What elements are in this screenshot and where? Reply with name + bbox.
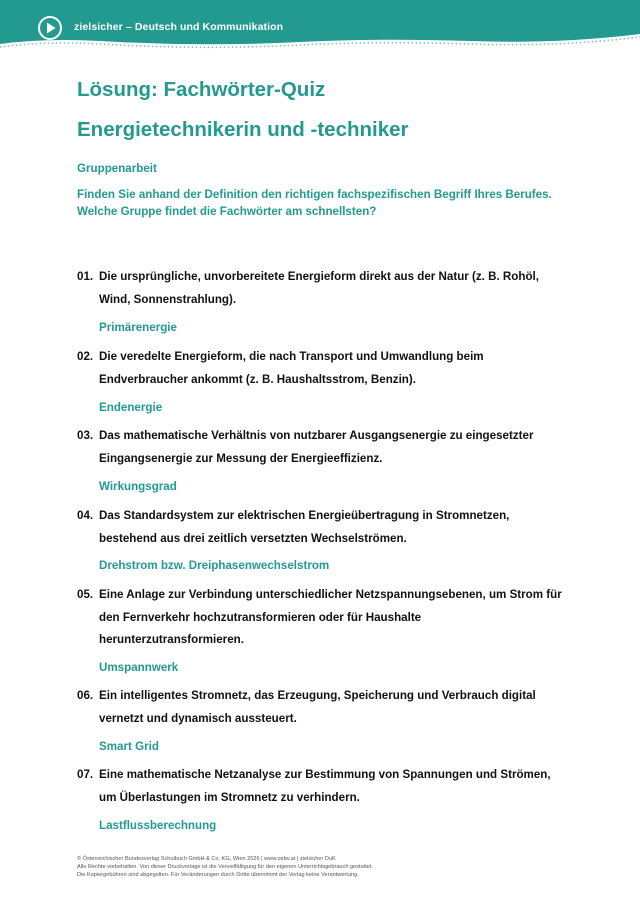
page-title: Lösung: Fachwörter-Quiz bbox=[77, 78, 326, 101]
footer-line: Alle Rechte vorbehalten. Von dieser Druckvorlage ist die Vervielfältigung für den eigenen Unterrichtsgebrauch gestattet. bbox=[77, 863, 374, 870]
question-text: Eine mathematische Netzanalyse zur Bestimmung von Spannungen und Strömen, um Überlastungen im Stromnetz zu verhindern. bbox=[99, 768, 551, 804]
task-instruction: Finden Sie anhand der Definition den richtigen fachspezifischen Begriff Ihres Berufes. Welche Gruppe findet die Fachwörter am schnellsten? bbox=[77, 188, 552, 218]
footer-line: Die Kopiergebühren sind abgegolten. Für Veränderungen durch Dritte übernimmt der Verlag keine Verantwortung. bbox=[77, 871, 359, 878]
footer-line: © Österreichischer Bundesverlag Schulbuch GmbH & Co. KG, Wien 2026 | www.oebv.at | zielsicher DuK bbox=[77, 856, 336, 862]
answer-text: Smart Grid bbox=[99, 740, 159, 753]
question-item bbox=[77, 346, 567, 391]
question-text: Eine Anlage zur Verbindung unterschiedlicher Netzspannungsebenen, um Strom für den Fernverkehr hochzutransformieren oder für Haushalte herunterzutransformieren. bbox=[99, 588, 562, 646]
answer-text: Umspannwerk bbox=[99, 661, 179, 674]
question-text: Die veredelte Energieform, die nach Transport und Umwandlung beim Endverbraucher ankommt (z. B. Haushaltsstrom, Benzin). bbox=[99, 350, 484, 386]
answer-text: Lastflussberechnung bbox=[99, 819, 217, 832]
page-subtitle: Energietechnikerin und -techniker bbox=[77, 118, 409, 141]
question-number: 03. bbox=[77, 429, 94, 442]
question-number: 05. bbox=[77, 588, 94, 601]
question-item bbox=[77, 764, 567, 809]
question-number: 07. bbox=[77, 768, 94, 781]
question-item bbox=[77, 266, 567, 311]
answer-text: Drehstrom bzw. Dreiphasenwechselstrom bbox=[99, 559, 330, 572]
question-text: Das mathematische Verhältnis von nutzbarer Ausgangsenergie zu eingesetzter Eingangsenergie zur Messung der Energieeffizienz. bbox=[99, 429, 534, 465]
copyright-footer bbox=[77, 856, 597, 879]
brand-name: zielsicher – Deutsch und Kommunikation bbox=[74, 21, 284, 33]
question-number: 01. bbox=[77, 270, 94, 283]
question-item bbox=[77, 584, 567, 652]
question-text: Ein intelligentes Stromnetz, das Erzeugung, Speicherung und Verbrauch digital vernetzt und dynamisch aussteuert. bbox=[99, 689, 536, 725]
question-item bbox=[77, 505, 567, 550]
answer-text: Primärenergie bbox=[99, 321, 177, 334]
question-item bbox=[77, 685, 567, 730]
task-label: Gruppenarbeit bbox=[77, 162, 157, 175]
question-number: 02. bbox=[77, 350, 94, 363]
question-number: 06. bbox=[77, 689, 94, 702]
play-circle-icon bbox=[37, 15, 63, 41]
question-number: 04. bbox=[77, 509, 94, 522]
page-header bbox=[0, 0, 640, 50]
question-text: Die ursprüngliche, unvorbereitete Energieform direkt aus der Natur (z. B. Rohöl, Wind, Sonnenstrahlung). bbox=[99, 270, 539, 306]
question-text: Das Standardsystem zur elektrischen Energieübertragung in Stromnetzen, bestehend aus drei zeitlich versetzten Wechselströmen. bbox=[99, 509, 510, 545]
answer-text: Wirkungsgrad bbox=[99, 480, 177, 493]
question-item bbox=[77, 425, 567, 470]
answer-text: Endenergie bbox=[99, 401, 163, 414]
